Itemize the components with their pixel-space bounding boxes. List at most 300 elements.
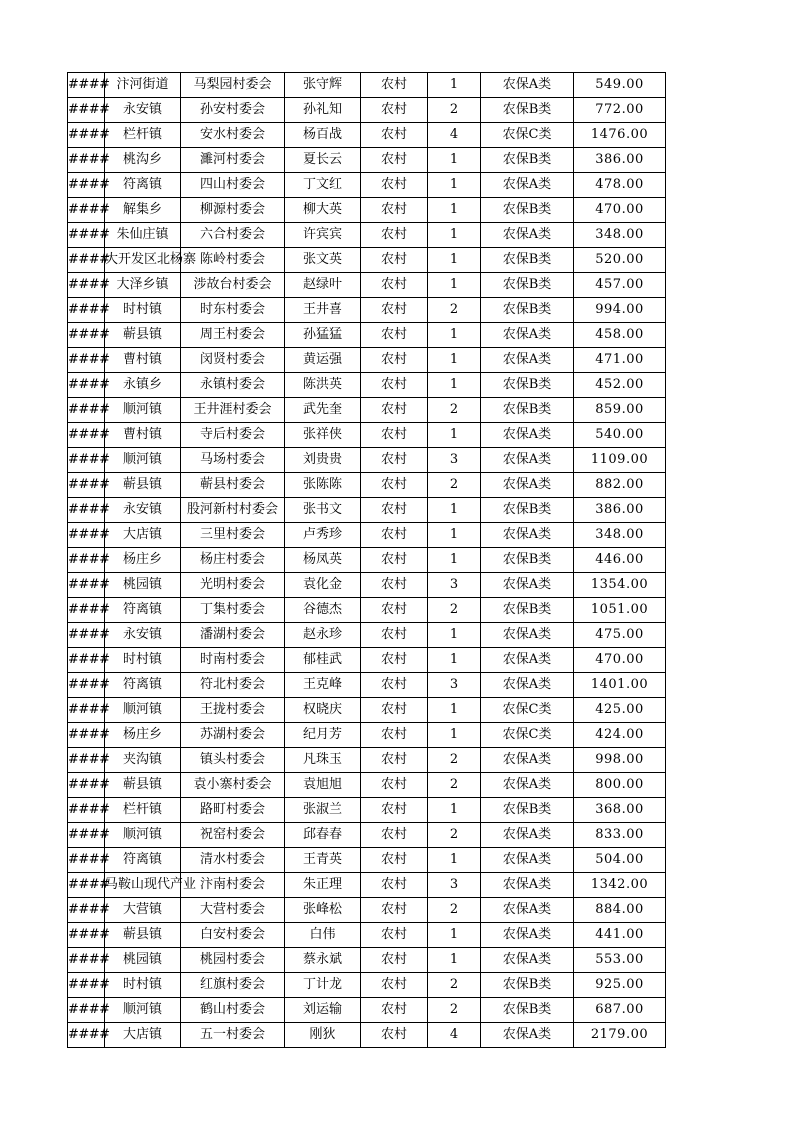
village-cell: 白安村委会 [181, 923, 285, 948]
category-cell: 农保A类 [481, 423, 574, 448]
member-count-cell: 2 [428, 298, 481, 323]
member-count-cell: 3 [428, 448, 481, 473]
row-id-cell: #### [68, 248, 105, 273]
town-cell [105, 248, 197, 273]
town-cell: 顺河镇 [105, 998, 181, 1023]
row-id-cell: #### [68, 448, 105, 473]
town-cell: 曹村镇 [105, 348, 181, 373]
amount-cell: 446.00 [574, 548, 666, 573]
village-cell: 镇头村委会 [181, 748, 285, 773]
town-text: 大开发区北杨寨 [105, 252, 197, 267]
category-cell: 农保A类 [481, 348, 574, 373]
table-row [68, 748, 666, 773]
village-cell: 清水村委会 [181, 848, 285, 873]
name-cell: 刘贵贵 [285, 448, 361, 473]
name-cell: 赵永珍 [285, 623, 361, 648]
name-cell: 纪月芳 [285, 723, 361, 748]
town-cell: 顺河镇 [105, 698, 181, 723]
category-cell: 农保C类 [481, 723, 574, 748]
name-cell: 孙礼知 [285, 98, 361, 123]
category-cell: 农保B类 [481, 148, 574, 173]
household-type-cell: 农村 [361, 73, 428, 98]
member-count-cell: 1 [428, 923, 481, 948]
village-cell: 符北村委会 [181, 673, 285, 698]
name-cell: 凡珠玉 [285, 748, 361, 773]
amount-cell: 884.00 [574, 898, 666, 923]
amount-cell: 800.00 [574, 773, 666, 798]
name-cell: 张书文 [285, 498, 361, 523]
village-cell: 涉故台村委会 [181, 273, 285, 298]
member-count-cell: 3 [428, 873, 481, 898]
household-type-cell: 农村 [361, 973, 428, 998]
household-type-cell: 农村 [361, 623, 428, 648]
category-cell: 农保B类 [481, 373, 574, 398]
category-cell: 农保A类 [481, 623, 574, 648]
household-type-cell: 农村 [361, 423, 428, 448]
town-cell: 蕲县镇 [105, 923, 181, 948]
member-count-cell: 1 [428, 623, 481, 648]
town-cell: 永镇乡 [105, 373, 181, 398]
member-count-cell: 2 [428, 898, 481, 923]
row-id-cell: #### [68, 498, 105, 523]
member-count-cell: 2 [428, 748, 481, 773]
household-type-cell: 农村 [361, 523, 428, 548]
table-row [68, 1023, 666, 1048]
name-cell: 王青英 [285, 848, 361, 873]
category-cell: 农保B类 [481, 548, 574, 573]
category-cell: 农保A类 [481, 448, 574, 473]
table-row [68, 323, 666, 348]
member-count-cell: 1 [428, 798, 481, 823]
town-cell [105, 873, 197, 898]
member-count-cell: 1 [428, 348, 481, 373]
member-count-cell: 1 [428, 523, 481, 548]
name-cell: 杨百战 [285, 123, 361, 148]
town-cell: 永安镇 [105, 498, 181, 523]
village-cell: 马场村委会 [181, 448, 285, 473]
row-id-cell: #### [68, 123, 105, 148]
village-cell: 柳源村委会 [181, 198, 285, 223]
member-count-cell: 1 [428, 698, 481, 723]
amount-cell: 478.00 [574, 173, 666, 198]
household-type-cell: 农村 [361, 148, 428, 173]
town-cell: 顺河镇 [105, 823, 181, 848]
household-type-cell: 农村 [361, 723, 428, 748]
household-type-cell: 农村 [361, 698, 428, 723]
household-type-cell: 农村 [361, 873, 428, 898]
village-cell: 大营村委会 [181, 898, 285, 923]
table-row [68, 423, 666, 448]
category-cell: 农保A类 [481, 823, 574, 848]
town-cell: 时村镇 [105, 298, 181, 323]
row-id-cell: #### [68, 273, 105, 298]
member-count-cell: 1 [428, 173, 481, 198]
amount-cell: 540.00 [574, 423, 666, 448]
amount-cell: 424.00 [574, 723, 666, 748]
name-cell: 白伟 [285, 923, 361, 948]
row-id-cell: #### [68, 473, 105, 498]
table-row [68, 73, 666, 98]
village-cell: 红旗村委会 [181, 973, 285, 998]
village-cell: 王井涯村委会 [181, 398, 285, 423]
category-cell: 农保B类 [481, 798, 574, 823]
category-cell: 农保B类 [481, 198, 574, 223]
name-cell: 陈洪英 [285, 373, 361, 398]
member-count-cell: 1 [428, 723, 481, 748]
town-cell: 桃沟乡 [105, 148, 181, 173]
table-row [68, 698, 666, 723]
town-cell: 夹沟镇 [105, 748, 181, 773]
amount-cell: 925.00 [574, 973, 666, 998]
member-count-cell: 1 [428, 548, 481, 573]
name-cell: 武先奎 [285, 398, 361, 423]
table-row [68, 598, 666, 623]
row-id-cell: #### [68, 323, 105, 348]
row-id-cell: #### [68, 73, 105, 98]
name-cell: 王克峰 [285, 673, 361, 698]
household-type-cell: 农村 [361, 923, 428, 948]
row-id-cell: #### [68, 723, 105, 748]
household-type-cell: 农村 [361, 398, 428, 423]
household-type-cell: 农村 [361, 98, 428, 123]
row-id-cell: #### [68, 173, 105, 198]
category-cell: 农保B类 [481, 973, 574, 998]
household-type-cell: 农村 [361, 673, 428, 698]
row-id-cell: #### [68, 423, 105, 448]
village-cell: 路町村委会 [181, 798, 285, 823]
village-cell: 股河新村村委会 [181, 498, 285, 523]
member-count-cell: 4 [428, 123, 481, 148]
member-count-cell: 2 [428, 998, 481, 1023]
name-cell: 郁桂武 [285, 648, 361, 673]
town-cell: 大营镇 [105, 898, 181, 923]
household-type-cell: 农村 [361, 823, 428, 848]
table-row [68, 398, 666, 423]
name-cell: 张文英 [285, 248, 361, 273]
name-cell: 杨凤英 [285, 548, 361, 573]
amount-cell: 882.00 [574, 473, 666, 498]
village-cell: 袁小寨村委会 [181, 773, 285, 798]
category-cell: 农保A类 [481, 923, 574, 948]
category-cell: 农保B类 [481, 598, 574, 623]
town-cell: 汴河街道 [105, 73, 181, 98]
amount-cell: 348.00 [574, 223, 666, 248]
village-cell: 祝窑村委会 [181, 823, 285, 848]
household-type-cell: 农村 [361, 123, 428, 148]
amount-cell: 549.00 [574, 73, 666, 98]
member-count-cell: 1 [428, 223, 481, 248]
row-id-cell: #### [68, 1023, 105, 1048]
household-type-cell: 农村 [361, 348, 428, 373]
table-row [68, 473, 666, 498]
table-row [68, 498, 666, 523]
village-cell: 光明村委会 [181, 573, 285, 598]
household-type-cell: 农村 [361, 173, 428, 198]
table-row [68, 373, 666, 398]
name-cell: 夏长云 [285, 148, 361, 173]
member-count-cell: 2 [428, 98, 481, 123]
table-row [68, 673, 666, 698]
category-cell: 农保A类 [481, 848, 574, 873]
name-cell: 邱春春 [285, 823, 361, 848]
household-type-cell: 农村 [361, 473, 428, 498]
row-id-cell: #### [68, 648, 105, 673]
category-cell: 农保A类 [481, 323, 574, 348]
category-cell: 农保A类 [481, 948, 574, 973]
row-id-cell: #### [68, 98, 105, 123]
town-cell: 蕲县镇 [105, 323, 181, 348]
amount-cell: 475.00 [574, 623, 666, 648]
village-cell: 杨庄村委会 [181, 548, 285, 573]
row-id-cell: #### [68, 873, 105, 898]
table-body [68, 73, 666, 1048]
town-cell: 符离镇 [105, 848, 181, 873]
village-cell: 丁集村委会 [181, 598, 285, 623]
row-id-cell: #### [68, 898, 105, 923]
row-id-cell: #### [68, 823, 105, 848]
member-count-cell: 2 [428, 473, 481, 498]
village-cell: 安水村委会 [181, 123, 285, 148]
member-count-cell: 1 [428, 273, 481, 298]
row-id-cell: #### [68, 623, 105, 648]
table-row [68, 798, 666, 823]
household-type-cell: 农村 [361, 448, 428, 473]
household-type-cell: 农村 [361, 273, 428, 298]
category-cell: 农保B类 [481, 298, 574, 323]
table-row [68, 898, 666, 923]
row-id-cell: #### [68, 598, 105, 623]
member-count-cell: 2 [428, 823, 481, 848]
row-id-cell: #### [68, 948, 105, 973]
category-cell: 农保A类 [481, 573, 574, 598]
member-count-cell: 1 [428, 498, 481, 523]
village-cell: 孙安村委会 [181, 98, 285, 123]
benefit-table [67, 72, 666, 1048]
village-cell: 时东村委会 [181, 298, 285, 323]
name-cell: 刚狄 [285, 1023, 361, 1048]
name-cell: 丁文红 [285, 173, 361, 198]
amount-cell: 1051.00 [574, 598, 666, 623]
category-cell: 农保B类 [481, 248, 574, 273]
household-type-cell: 农村 [361, 573, 428, 598]
name-cell: 刘运输 [285, 998, 361, 1023]
category-cell: 农保B类 [481, 273, 574, 298]
name-cell: 黄运强 [285, 348, 361, 373]
category-cell: 农保B类 [481, 498, 574, 523]
category-cell: 农保C类 [481, 698, 574, 723]
table-row [68, 848, 666, 873]
town-cell: 符离镇 [105, 598, 181, 623]
row-id-cell: #### [68, 798, 105, 823]
table-row [68, 98, 666, 123]
household-type-cell: 农村 [361, 548, 428, 573]
member-count-cell: 3 [428, 673, 481, 698]
table-row [68, 548, 666, 573]
member-count-cell: 2 [428, 973, 481, 998]
name-cell: 丁计龙 [285, 973, 361, 998]
village-cell: 五一村委会 [181, 1023, 285, 1048]
name-cell: 朱正理 [285, 873, 361, 898]
amount-cell: 553.00 [574, 948, 666, 973]
town-cell: 解集乡 [105, 198, 181, 223]
household-type-cell: 农村 [361, 898, 428, 923]
row-id-cell: #### [68, 848, 105, 873]
row-id-cell: #### [68, 148, 105, 173]
town-cell: 蕲县镇 [105, 473, 181, 498]
household-type-cell: 农村 [361, 373, 428, 398]
table-row [68, 723, 666, 748]
category-cell: 农保A类 [481, 748, 574, 773]
amount-cell: 859.00 [574, 398, 666, 423]
amount-cell: 1342.00 [574, 873, 666, 898]
village-cell: 濉河村委会 [181, 148, 285, 173]
category-cell: 农保B类 [481, 398, 574, 423]
amount-cell: 504.00 [574, 848, 666, 873]
town-cell: 杨庄乡 [105, 548, 181, 573]
town-cell: 顺河镇 [105, 398, 181, 423]
member-count-cell: 1 [428, 323, 481, 348]
town-cell: 时村镇 [105, 648, 181, 673]
household-type-cell: 农村 [361, 498, 428, 523]
member-count-cell: 1 [428, 198, 481, 223]
name-cell: 袁化金 [285, 573, 361, 598]
row-id-cell: #### [68, 523, 105, 548]
member-count-cell: 1 [428, 848, 481, 873]
amount-cell: 457.00 [574, 273, 666, 298]
row-id-cell: #### [68, 398, 105, 423]
town-cell: 桃园镇 [105, 948, 181, 973]
category-cell: 农保B类 [481, 998, 574, 1023]
town-cell: 时村镇 [105, 973, 181, 998]
row-id-cell: #### [68, 923, 105, 948]
village-cell: 马梨园村委会 [181, 73, 285, 98]
town-cell: 桃园镇 [105, 573, 181, 598]
name-cell: 权晓庆 [285, 698, 361, 723]
table-row [68, 998, 666, 1023]
amount-cell: 2179.00 [574, 1023, 666, 1048]
village-cell: 三里村委会 [181, 523, 285, 548]
village-cell: 寺后村委会 [181, 423, 285, 448]
table-row [68, 273, 666, 298]
member-count-cell: 1 [428, 423, 481, 448]
category-cell: 农保B类 [481, 98, 574, 123]
name-cell: 张陈陈 [285, 473, 361, 498]
household-type-cell: 农村 [361, 848, 428, 873]
table-row [68, 223, 666, 248]
town-cell: 永安镇 [105, 98, 181, 123]
member-count-cell: 1 [428, 148, 481, 173]
amount-cell: 452.00 [574, 373, 666, 398]
category-cell: 农保A类 [481, 673, 574, 698]
household-type-cell: 农村 [361, 998, 428, 1023]
town-text: 马鞍山现代产业 [105, 877, 197, 892]
amount-cell: 1401.00 [574, 673, 666, 698]
household-type-cell: 农村 [361, 248, 428, 273]
member-count-cell: 1 [428, 248, 481, 273]
amount-cell: 1109.00 [574, 448, 666, 473]
category-cell: 农保A类 [481, 1023, 574, 1048]
member-count-cell: 1 [428, 373, 481, 398]
household-type-cell: 农村 [361, 598, 428, 623]
village-cell: 时南村委会 [181, 648, 285, 673]
amount-cell: 386.00 [574, 498, 666, 523]
table-row [68, 523, 666, 548]
village-cell: 四山村委会 [181, 173, 285, 198]
table-row [68, 923, 666, 948]
row-id-cell: #### [68, 973, 105, 998]
table-row [68, 123, 666, 148]
town-cell: 大店镇 [105, 1023, 181, 1048]
name-cell: 张峰松 [285, 898, 361, 923]
amount-cell: 1354.00 [574, 573, 666, 598]
table-row [68, 173, 666, 198]
household-type-cell: 农村 [361, 748, 428, 773]
member-count-cell: 2 [428, 773, 481, 798]
row-id-cell: #### [68, 773, 105, 798]
member-count-cell: 3 [428, 573, 481, 598]
amount-cell: 425.00 [574, 698, 666, 723]
amount-cell: 348.00 [574, 523, 666, 548]
amount-cell: 1476.00 [574, 123, 666, 148]
table-row [68, 248, 666, 273]
amount-cell: 386.00 [574, 148, 666, 173]
town-cell: 顺河镇 [105, 448, 181, 473]
table-row [68, 298, 666, 323]
table-row [68, 448, 666, 473]
category-cell: 农保A类 [481, 773, 574, 798]
household-type-cell: 农村 [361, 323, 428, 348]
row-id-cell: #### [68, 698, 105, 723]
category-cell: 农保A类 [481, 173, 574, 198]
category-cell: 农保A类 [481, 73, 574, 98]
village-cell: 潘湖村委会 [181, 623, 285, 648]
town-cell: 符离镇 [105, 173, 181, 198]
name-cell: 柳大英 [285, 198, 361, 223]
name-cell: 孙猛猛 [285, 323, 361, 348]
table-row [68, 948, 666, 973]
row-id-cell: #### [68, 573, 105, 598]
table-row [68, 623, 666, 648]
amount-cell: 458.00 [574, 323, 666, 348]
table-row [68, 348, 666, 373]
amount-cell: 772.00 [574, 98, 666, 123]
amount-cell: 520.00 [574, 248, 666, 273]
row-id-cell: #### [68, 373, 105, 398]
row-id-cell: #### [68, 223, 105, 248]
village-cell: 周王村委会 [181, 323, 285, 348]
town-cell: 朱仙庄镇 [105, 223, 181, 248]
name-cell: 许宾宾 [285, 223, 361, 248]
amount-cell: 998.00 [574, 748, 666, 773]
amount-cell: 368.00 [574, 798, 666, 823]
name-cell: 谷德杰 [285, 598, 361, 623]
category-cell: 农保A类 [481, 648, 574, 673]
table-row [68, 573, 666, 598]
amount-cell: 687.00 [574, 998, 666, 1023]
village-cell: 汴南村委会 [181, 873, 285, 898]
name-cell: 张祥侠 [285, 423, 361, 448]
name-cell: 张守辉 [285, 73, 361, 98]
category-cell: 农保A类 [481, 873, 574, 898]
amount-cell: 470.00 [574, 198, 666, 223]
name-cell: 袁旭旭 [285, 773, 361, 798]
table-row [68, 823, 666, 848]
amount-cell: 471.00 [574, 348, 666, 373]
name-cell: 蔡永斌 [285, 948, 361, 973]
row-id-cell: #### [68, 198, 105, 223]
household-type-cell: 农村 [361, 648, 428, 673]
category-cell: 农保A类 [481, 523, 574, 548]
